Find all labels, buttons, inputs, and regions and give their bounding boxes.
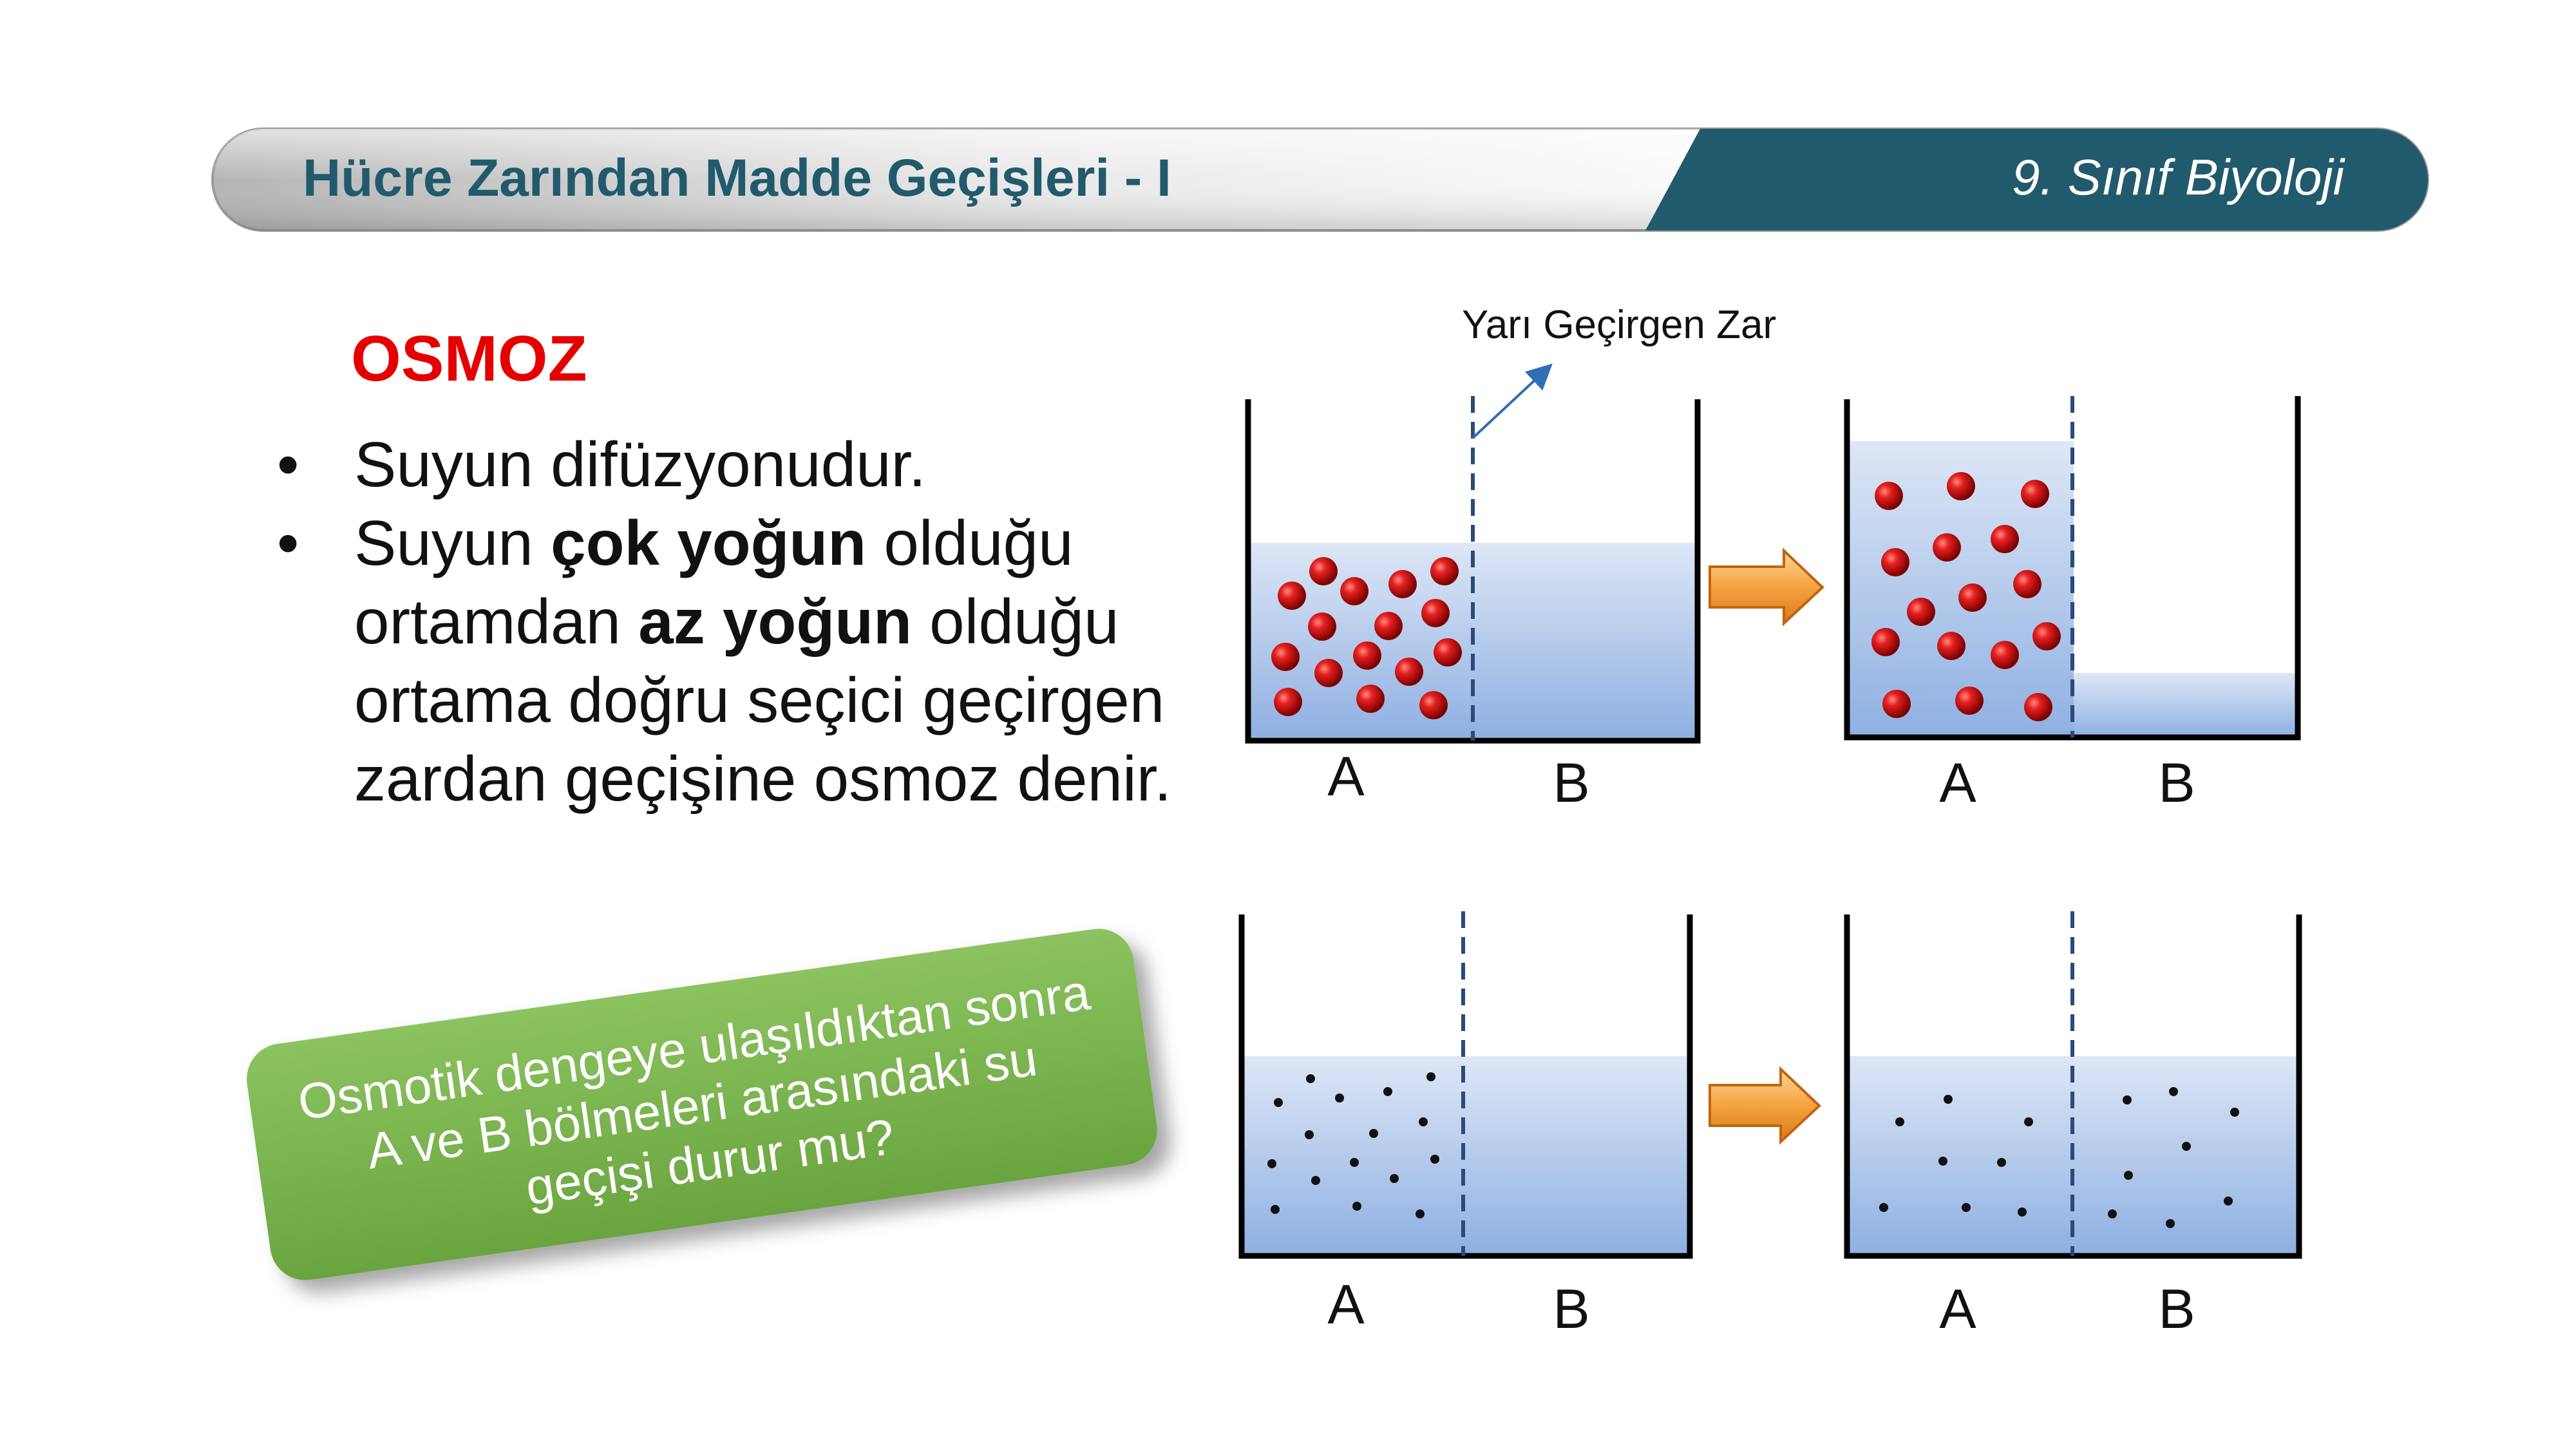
diagram-bottom-after [1847,911,2299,1340]
label-b: B [2158,1278,2195,1340]
label-a: A [1939,1278,1976,1340]
bullet-marker: • [277,429,299,500]
water-b [2074,673,2297,737]
water-b [1463,1056,1687,1253]
section-title: OSMOZ [351,323,587,395]
bullet-text-end: olduğu ortama doğru seçici geçirgen zardan geçişine osmoz denir. [354,586,1172,814]
water-b [1475,543,1695,737]
right-arrow-top [1710,551,1823,623]
label-a: A [1327,1274,1365,1336]
diagram-top-before [1248,303,1776,814]
membrane-label: Yarı Geçirgen Zar [1462,303,1777,347]
water-a [1848,1056,2072,1253]
bullet-emphasis-high: çok yoğun [551,507,867,578]
right-arrow-bottom [1710,1069,1819,1142]
bullet-text-middle: olduğu ortamdan [354,507,1074,657]
bullet-text: Suyun difüzyonudur. [354,429,927,500]
water-a [1243,1056,1463,1253]
bullet-item [277,504,1211,818]
question-text: Osmotik dengeye ulaşıldıktan sonra A ve B bölmeleri arasındaki su geçişi durur mu? [294,963,1094,1216]
diagram-bottom-before [1242,911,1690,1340]
label-a: A [1939,752,1976,814]
diagram-top-after [1847,396,2298,814]
bullet-marker: • [277,507,299,578]
water-b [2072,1056,2298,1253]
label-b: B [1553,752,1590,814]
label-b: B [2158,752,2195,814]
bullet-emphasis-low: az yoğun [638,586,912,657]
bullet-list [277,425,1211,818]
header-title: Hücre Zarından Madde Geçişleri - I [303,149,1171,207]
bullet-text-start: Suyun [354,507,551,578]
course-label: 9. Sınıf Biyoloji [2012,149,2344,205]
label-b: B [1553,1278,1590,1340]
bullet-item [277,425,1211,504]
label-a: A [1327,746,1365,808]
membrane-pointer-arrow [1473,367,1549,438]
